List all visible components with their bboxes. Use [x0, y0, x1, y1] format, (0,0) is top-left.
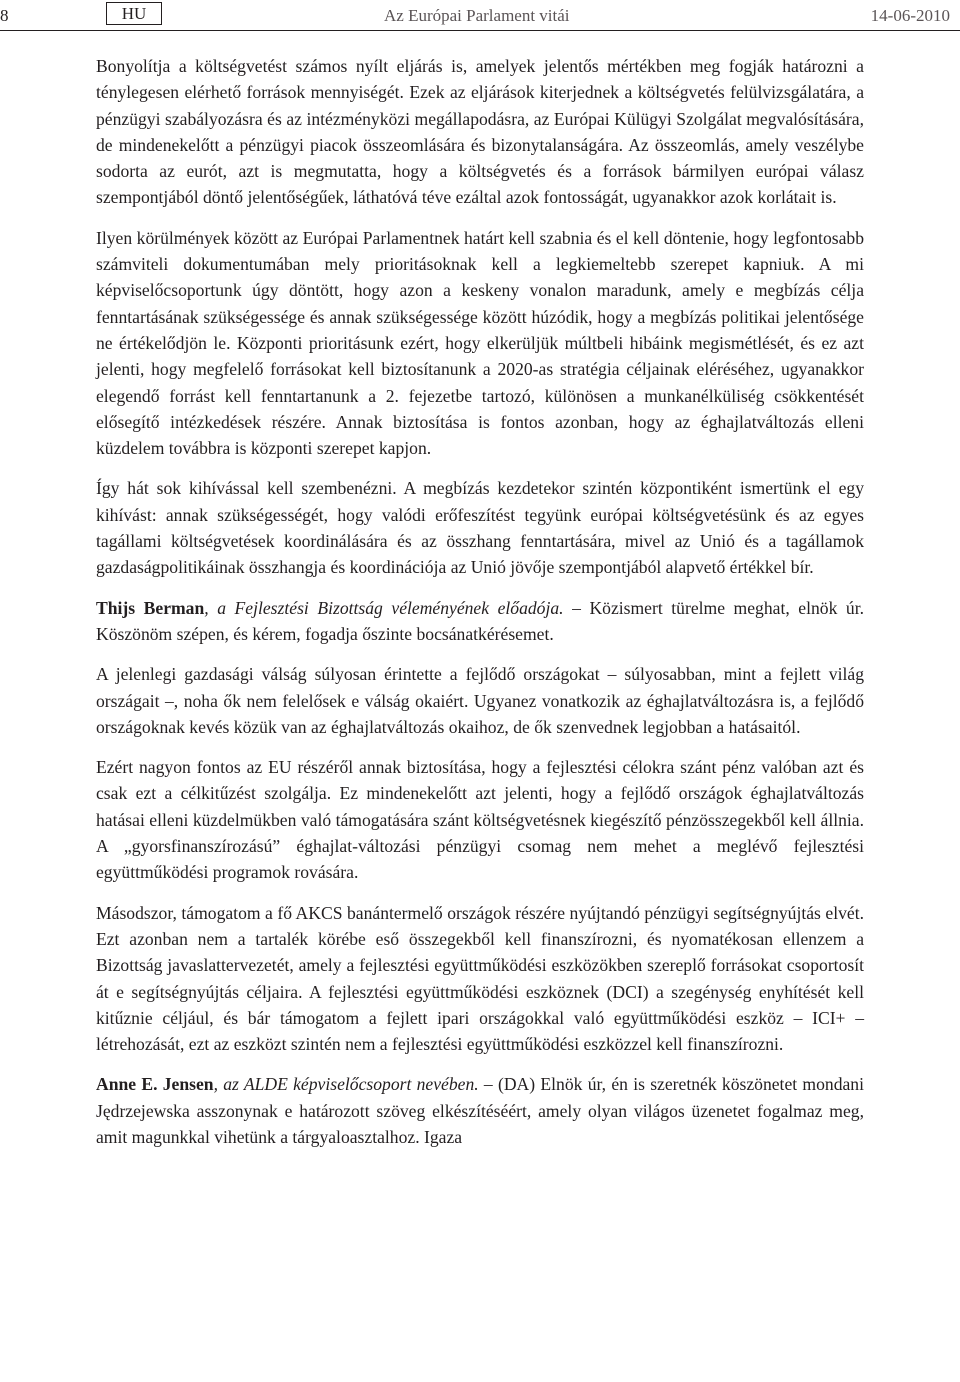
paragraph: A jelenlegi gazdasági válság súlyosan érintette a fejlődő országokat – súlyosabban, mint a fejlett világ országait –, noha ők nem felelősek e válság okaiért. Ugyanez vonatkozik az éghajlatváltozásra is, a fejlődő országoknak kevés közük van az éghajlatváltozás okaihoz, de ők szenvednek legjobban a hatásaitól. [96, 664, 864, 737]
document-body [96, 53, 864, 1164]
paragraph: Ezért nagyon fontos az EU részéről annak biztosítása, hogy a fejlesztési célokra szánt pénz valóban azt és csak ezt a célkitűzést szolgálja. Ez mindenekelőtt azt jelenti, hogy a fejlődő országok éghajlatváltozás hatásai elleni küzdelmükben való támogatására szánt költségvetésnek kiegészítő pénzösszegekből kell állnia. A „gyorsfinanszírozású” éghajlat-változási pénzügyi csomag nem mehet a meglévő fejlesztési együttműködési programok rovására. [96, 757, 864, 883]
paragraph: Bonyolítja a költségvetést számos nyílt eljárás is, amelyek jelentős mértékben meg fogják határozni a ténylegesen elérhető források mennyiségét. Ezek az eljárások kiterjednek a költségvetés felülvizsgálatára, a pénzügyi szabályozásra és az intézményközi megállapodásra, az Európai Külügyi Szolgálat megvalósítására, de mindenekelőtt a pénzügyi piacok összeomlására és bizonytalanságára. Az összeomlás, amely veszélybe sodorta az eurót, azt is megmutatta, hogy a költségvetés és a források bármilyen európai válasz szempontjából döntő jelentőségűek, láthatóvá téve ezáltal azok fontosságát, ugyanakkor azok korlátait is. [96, 56, 864, 208]
speech-text: – Közismert türelme meghat, elnök úr. Köszönöm szépen, és kérem, fogadja őszinte bocsánatkérésemet. [96, 597, 864, 644]
speech-text: – (DA) Elnök úr, én is szeretnék köszönetet mondani Jędrzejewska asszonynak e határozott szöveg elkészítéséért, amely olyan világos üzenetet fogalmaz meg, amit magunkkal vihetünk a tárgyaloasztalhoz. Igaza [96, 1074, 864, 1147]
speaker-name: Thijs Berman [96, 597, 205, 618]
speaker-role: , az ALDE képviselőcsoport nevében. [213, 1074, 479, 1095]
speech-paragraph [96, 595, 864, 648]
header-divider [0, 30, 960, 31]
journal-date: 14-06-2010 [870, 6, 950, 25]
journal-title: Az Európai Parlament vitái [384, 6, 570, 25]
speech-paragraph [96, 1071, 864, 1150]
language-code-box: HU [106, 2, 162, 25]
paragraph: Így hát sok kihívással kell szembenézni. A megbízás kezdetekor szintén központiként ismertünk el egy kihívást: annak szükségességét, hogy valódi erőfeszítést tegyünk európai költségvetésünk és az egyes tagállami költségvetések koordinálására és az összhang fenntartására, mivel az Unió és a tagállamok gazdaságpolitikáinak összhangja és koordinációja az Unió jövője szempontjából alapvető értékkel bír. [96, 478, 864, 578]
speaker-role: , a Fejlesztési Bizottság véleményének előadója. [204, 597, 564, 618]
paragraph: Ilyen körülmények között az Európai Parlamentnek határt kell szabnia és el kell döntenie, hogy legfontosabb számviteli dokumentumában mely prioritásoknak kell a legkiemeltebb szerepet kapniuk. A mi képviselőcsoportunk úgy döntött, hogy azon a keskeny vonalon maradunk, amely e megbízás célja fenntartásának szükségessége és annak szükségessége között húzódik, hogy a megbízás politikai jelentősége ne értékelődjön le. Központi prioritásunk ezért, hogy elkerüljük múltbeli hibáink megismétlését, és ez azt jelenti, hogy megfelelő forrásokat kell biztosítanunk a 2020-as stratégia céljainak eléréséhez, ugyanakkor elegendő forrást kell fenntartanunk a 2. fejezetbe tartozó, különösen a munkanélküliség csökkentését elősegítő intézkedések részére. Annak biztosítása is fontos azonban, hogy az éghajlatváltozás elleni küzdelem továbbra is központi szerepet kapjon. [96, 227, 864, 459]
speaker-name: Anne E. Jensen [96, 1074, 214, 1095]
page-header [0, 0, 960, 30]
paragraph: Másodszor, támogatom a fő AKCS banántermelő országok részére nyújtandó pénzügyi segítségnyújtás elvét. Ezt azonban nem a tartalék körébe eső összegekből kell finanszírozni, és nyomatékosan ellenzem a Bizottság javaslattervezetét, amely a fejlesztési együttműködési eszközökben szereplő forrásokat csoportosít át e segítségnyújtás céljaira. A fejlesztési együttműködési eszköznek (DCI) a szegénység enyhítését kell kitűznie céljául, és bár támogatom a fejlett ipari országokkal való együttműködési eszköz – ICI+ – létrehozását, ezt az eszközt szintén nem a fejlesztési együttműködési eszközzel kell finanszírozni. [96, 902, 864, 1055]
page-number: 8 [0, 6, 9, 25]
